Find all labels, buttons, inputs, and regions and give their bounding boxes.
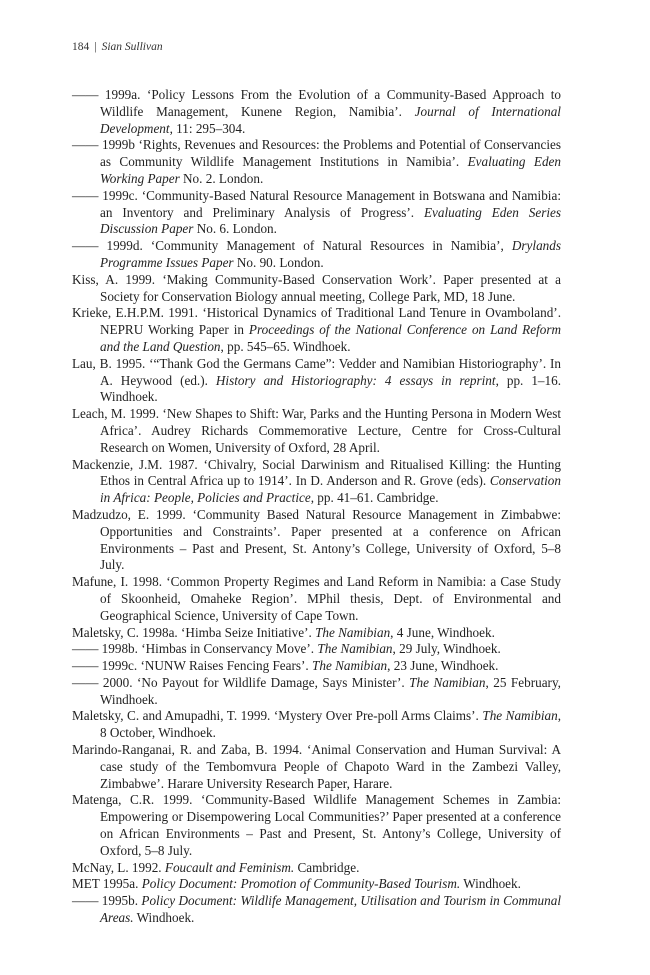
reference-text: No. 6. London. <box>193 221 277 237</box>
reference-title-italic: The Namibian <box>315 624 391 640</box>
reference-text: —— 1999b ‘Rights, Revenues and Resources: the Problems and Potential of Conservancies as Community Wildlife Management Institutions in Namibia’. <box>72 137 561 170</box>
reference-title-italic: Proceedings of the National Conference on Land Reform and the Land Question <box>100 322 561 354</box>
reference-text: —— 1999a. ‘Policy Lessons From the Evolution of a Community-Based Approach to Wildlife Management, Kunene Region, Namibia’. <box>72 87 561 119</box>
reference-title-italic: The Namibian <box>312 658 388 674</box>
reference-title-italic: Evaluating Eden Series Discussion Paper <box>100 204 561 237</box>
reference-entry <box>72 356 561 406</box>
reference-entry <box>72 658 561 675</box>
reference-text: , pp. 1–16. Windhoek. <box>100 372 562 405</box>
reference-text: Kiss, A. 1999. ‘Making Community-Based Conservation Work’. Paper presented at a Society for Conservation Biology annual meeting, College Park, MD, 18 June. <box>72 271 561 304</box>
reference-text: Madzudzo, E. 1999. ‘Community Based Natural Resource Management in Zimbabwe: Opportunities and Constraints’. Paper presented at a conference on African Environments – Past and Present, St. Antony’s College, University of Oxford, 5–8 July. <box>72 506 561 573</box>
reference-text: Lau, B. 1995. ‘“Thank God the Germans Came”: Vedder and Namibian Historiography’. In A. Heywood (ed.). <box>72 355 561 388</box>
reference-text: —— 1998b. ‘Himbas in Conservancy Move’. <box>72 641 318 657</box>
reference-entry <box>72 792 561 859</box>
reference-title-italic: The Namibian <box>482 708 558 724</box>
reference-entry <box>72 305 561 355</box>
running-head <box>72 41 163 53</box>
reference-text: —— 1999d. ‘Community Management of Natural Resources in Namibia’, <box>72 238 512 254</box>
reference-text: Maletsky, C. 1998a. ‘Himba Seize Initiative’. <box>72 624 316 640</box>
reference-text: , pp. 545–65. Windhoek. <box>220 338 351 354</box>
reference-entry <box>72 406 561 456</box>
reference-title-italic: Journal of International Development <box>100 103 561 136</box>
reference-entry <box>72 188 561 238</box>
reference-entry <box>72 876 561 893</box>
reference-entry <box>72 87 561 137</box>
reference-entry <box>72 742 561 792</box>
reference-text: , 29 July, Windhoek. <box>392 641 501 657</box>
reference-entry <box>72 625 561 642</box>
reference-entry <box>72 893 561 927</box>
reference-text: Cambridge. <box>294 859 360 875</box>
reference-text: , 23 June, Windhoek. <box>387 658 499 674</box>
reference-title-italic: Foucault and Feminism. <box>164 859 295 875</box>
reference-text: Mafune, I. 1998. ‘Common Property Regimes and Land Reform in Namibia: a Case Study of Skoonheid, Omaheke Region’. MPhil thesis, Dept. of Environmental and Geographical Science, University of Cape Town. <box>72 574 561 623</box>
reference-text: —— 1995b. <box>72 893 142 909</box>
reference-text: Marindo-Ranganai, R. and Zaba, B. 1994. ‘Animal Conservation and Human Survival: A case study of the Tembomvura People of Chapoto Ward in the Zambezi Valley, Zimbabwe’. Harare University Research Paper, Harare. <box>72 742 561 791</box>
reference-text: McNay, L. 1992. <box>72 859 165 875</box>
reference-text: No. 90. London. <box>233 254 324 270</box>
reference-entry <box>72 574 561 624</box>
reference-title-italic: The Namibian <box>317 641 393 657</box>
reference-text: —— 1999c. ‘Community-Based Natural Resource Management in Botswana and Namibia: an Inventory and Preliminary Analysis of Progress’. <box>72 187 561 220</box>
reference-entry <box>72 137 561 187</box>
reference-entry <box>72 860 561 877</box>
reference-title-italic: Policy Document: Wildlife Management, Utilisation and Tourism in Communal Areas. <box>100 893 562 926</box>
reference-entry <box>72 238 561 272</box>
reference-list <box>72 87 561 927</box>
reference-entry <box>72 272 561 306</box>
reference-title-italic: Policy Document: Promotion of Community-Based Tourism. <box>141 876 461 892</box>
reference-text: Krieke, E.H.P.M. 1991. ‘Historical Dynamics of Traditional Land Tenure in Ovamboland’. NEPRU Working Paper in <box>72 305 561 338</box>
reference-text: MET 1995a. <box>72 876 142 892</box>
reference-text: Windhoek. <box>460 876 521 892</box>
header-separator: | <box>94 41 97 53</box>
reference-text: , 25 February, Windhoek. <box>100 674 561 707</box>
reference-entry <box>72 675 561 709</box>
reference-text: , 4 June, Windhoek. <box>390 624 495 640</box>
reference-title-italic: Drylands Programme Issues Paper <box>100 238 561 270</box>
reference-text: Windhoek. <box>133 910 195 926</box>
page-number: 184 <box>72 41 90 53</box>
reference-entry <box>72 507 561 574</box>
reference-text: , 8 October, Windhoek. <box>100 708 561 741</box>
reference-text: —— 2000. ‘No Payout for Wildlife Damage, Says Minister’. <box>72 674 410 690</box>
running-head-author: Sian Sullivan <box>101 41 163 53</box>
reference-text: Maletsky, C. and Amupadhi, T. 1999. ‘Mystery Over Pre-poll Arms Claims’. <box>72 708 483 724</box>
reference-title-italic: Evaluating Eden Working Paper <box>100 154 561 186</box>
reference-entry <box>72 641 561 658</box>
reference-text: No. 2. London. <box>179 170 264 186</box>
reference-title-italic: History and Historiography: 4 essays in reprint <box>215 372 496 388</box>
reference-text: Mackenzie, J.M. 1987. ‘Chivalry, Social Darwinism and Ritualised Killing: the Hunting Ethos in Central Africa up to 1914’. In D. Anderson and R. Grove (eds). <box>72 456 561 489</box>
reference-entry <box>72 708 561 742</box>
reference-text: Leach, M. 1999. ‘New Shapes to Shift: War, Parks and the Hunting Persona in Modern West Africa’. Audrey Richards Commemorative Lecture, Centre for Cross-Cultural Research on Women, University of Oxford, 28 April. <box>72 406 561 455</box>
reference-title-italic: The Namibian <box>409 674 486 690</box>
reference-text: Matenga, C.R. 1999. ‘Community-Based Wildlife Management Schemes in Zambia: Empowering or Disempowering Local Communities?’ Paper presented at a conference on African Environments – Past and Present, St. Antony’s College, University of Oxford, 5–8 July. <box>72 792 561 858</box>
reference-text: —— 1999c. ‘NUNW Raises Fencing Fears’. <box>72 658 313 674</box>
reference-entry <box>72 457 561 507</box>
reference-text: , pp. 41–61. Cambridge. <box>310 490 439 506</box>
reference-text: , 11: 295–304. <box>169 120 246 136</box>
reference-title-italic: Conservation in Africa: People, Policies and Practice <box>100 473 561 506</box>
